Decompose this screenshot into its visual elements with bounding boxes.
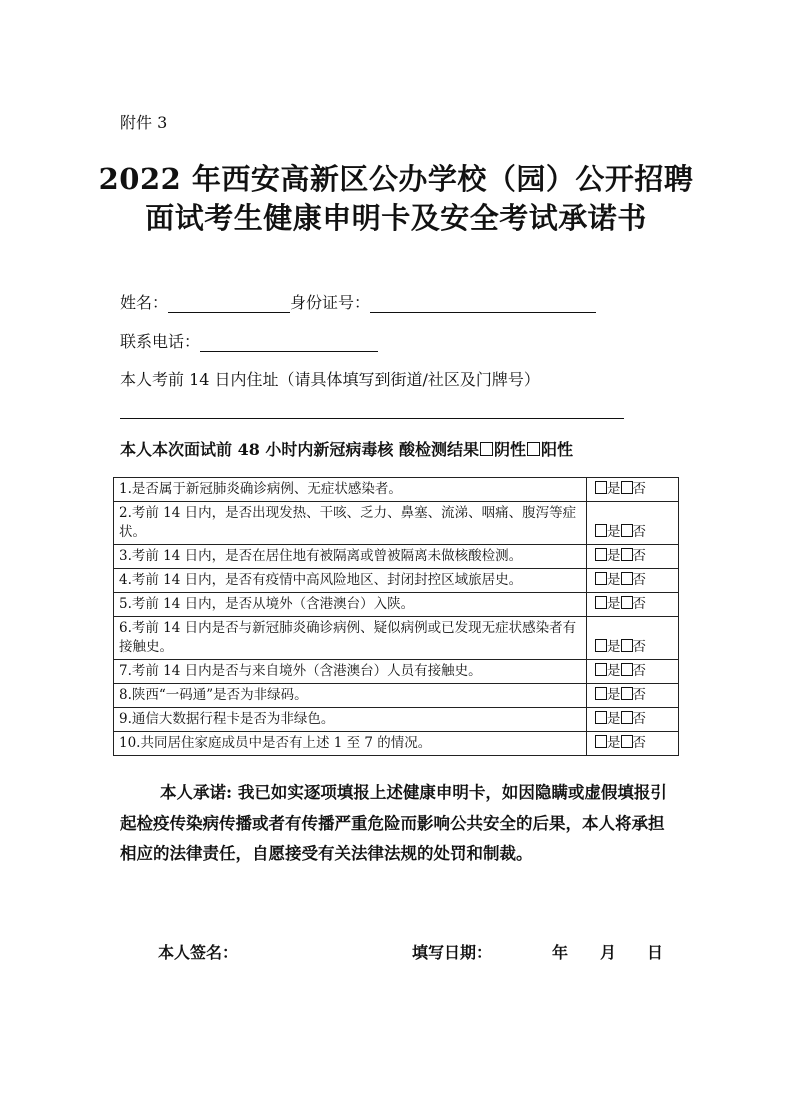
name-field[interactable] xyxy=(168,294,290,313)
no-checkbox[interactable] xyxy=(621,735,633,748)
yes-label: 是 xyxy=(607,596,621,612)
attachment-label: 附件 3 xyxy=(120,113,168,132)
yes-label: 是 xyxy=(607,481,621,497)
no-checkbox[interactable] xyxy=(621,548,633,561)
id-label: 身份证号： xyxy=(290,293,371,312)
name-label: 姓名： xyxy=(120,293,169,312)
answer-cell xyxy=(587,732,679,756)
no-checkbox[interactable] xyxy=(621,639,633,652)
question-text: 5.考前 14 日内，是否从境外（含港澳台）入陕。 xyxy=(114,593,587,617)
no-label: 否 xyxy=(632,572,646,588)
table-row xyxy=(114,593,679,617)
address-field[interactable] xyxy=(120,418,624,419)
month-label: 月 xyxy=(600,943,617,962)
no-label: 否 xyxy=(632,548,646,564)
date-label: 填写日期： xyxy=(412,943,493,962)
no-label: 否 xyxy=(632,481,646,497)
answer-cell xyxy=(587,593,679,617)
address-label: 本人考前 14 日内住址（请具体填写到街道/社区及门牌号） xyxy=(120,370,540,389)
no-label: 否 xyxy=(632,735,646,751)
no-checkbox[interactable] xyxy=(621,687,633,700)
yes-checkbox[interactable] xyxy=(595,735,607,748)
table-row xyxy=(114,502,679,545)
table-row xyxy=(114,569,679,593)
yes-label: 是 xyxy=(607,711,621,727)
yes-checkbox[interactable] xyxy=(595,687,607,700)
test-result-label: 本人本次面试前 48 小时内新冠病毒核 酸检测结果 xyxy=(120,440,479,459)
table-row xyxy=(114,708,679,732)
answer-cell xyxy=(587,617,679,660)
no-label: 否 xyxy=(632,596,646,612)
question-text: 3.考前 14 日内，是否在居住地有被隔离或曾被隔离未做核酸检测。 xyxy=(114,545,587,569)
answer-cell xyxy=(587,708,679,732)
day-label: 日 xyxy=(647,943,664,962)
health-declaration-table xyxy=(113,477,679,756)
signature-label: 本人签名： xyxy=(158,943,239,962)
table-row xyxy=(114,545,679,569)
question-text: 8.陕西“一码通”是否为非绿码。 xyxy=(114,684,587,708)
yes-label: 是 xyxy=(607,687,621,703)
yes-checkbox[interactable] xyxy=(595,572,607,585)
name-id-row xyxy=(120,290,596,313)
no-label: 否 xyxy=(632,687,646,703)
phone-row xyxy=(120,329,378,352)
question-text: 1.是否属于新冠肺炎确诊病例、无症状感染者。 xyxy=(114,478,587,502)
answer-cell xyxy=(587,684,679,708)
no-label: 否 xyxy=(632,711,646,727)
table-row xyxy=(114,660,679,684)
question-text: 4.考前 14 日内，是否有疫情中高风险地区、封闭封控区域旅居史。 xyxy=(114,569,587,593)
yes-checkbox[interactable] xyxy=(595,596,607,609)
answer-cell xyxy=(587,569,679,593)
question-text: 2.考前 14 日内，是否出现发热、干咳、乏力、鼻塞、流涕、咽痛、腹泻等症状。 xyxy=(114,502,587,545)
question-text: 10.共同居住家庭成员中是否有上述 1 至 7 的情况。 xyxy=(114,732,587,756)
phone-field[interactable] xyxy=(200,333,378,352)
no-checkbox[interactable] xyxy=(621,596,633,609)
no-checkbox[interactable] xyxy=(621,572,633,585)
no-checkbox[interactable] xyxy=(621,481,633,494)
yes-label: 是 xyxy=(607,639,621,655)
question-text: 6.考前 14 日内是否与新冠肺炎确诊病例、疑似病例或已发现无症状感染者有接触史。 xyxy=(114,617,587,660)
yes-checkbox[interactable] xyxy=(595,481,607,494)
promise-statement xyxy=(120,778,680,870)
yes-label: 是 xyxy=(607,524,621,540)
no-checkbox[interactable] xyxy=(621,663,633,676)
no-checkbox[interactable] xyxy=(621,711,633,724)
promise-text: 本人承诺: 我已如实逐项填报上述健康申明卡，如因隐瞒或虚假填报引起检疫传染病传播或者有传播严重危险而影响公共安全的后果，本人将承担相应的法律责任，自愿接受有关法律法规的处罚和制裁。 xyxy=(120,783,667,863)
year-label: 年 xyxy=(552,943,569,962)
answer-cell xyxy=(587,545,679,569)
yes-label: 是 xyxy=(607,572,621,588)
positive-label: 阳性 xyxy=(541,440,574,459)
no-label: 否 xyxy=(632,639,646,655)
page-title-line1: 2022 年西安高新区公办学校（园）公开招聘 xyxy=(98,162,694,196)
negative-label: 阴性 xyxy=(493,440,526,459)
yes-checkbox[interactable] xyxy=(595,639,607,652)
table-row xyxy=(114,617,679,660)
yes-checkbox[interactable] xyxy=(595,524,607,537)
answer-cell xyxy=(587,478,679,502)
yes-checkbox[interactable] xyxy=(595,711,607,724)
table-row xyxy=(114,478,679,502)
page-title-line2: 面试考生健康申明卡及安全考试承诺书 xyxy=(145,201,647,235)
yes-label: 是 xyxy=(607,663,621,679)
table-row xyxy=(114,684,679,708)
table-row xyxy=(114,732,679,756)
test-result-row xyxy=(120,437,573,460)
yes-label: 是 xyxy=(607,735,621,751)
answer-cell xyxy=(587,502,679,545)
question-text: 7.考前 14 日内是否与来自境外（含港澳台）人员有接触史。 xyxy=(114,660,587,684)
answer-cell xyxy=(587,660,679,684)
phone-label: 联系电话： xyxy=(120,332,201,351)
yes-label: 是 xyxy=(607,548,621,564)
id-number-field[interactable] xyxy=(370,294,596,313)
no-checkbox[interactable] xyxy=(621,524,633,537)
yes-checkbox[interactable] xyxy=(595,548,607,561)
no-label: 否 xyxy=(632,524,646,540)
no-label: 否 xyxy=(632,663,646,679)
question-text: 9.通信大数据行程卡是否为非绿色。 xyxy=(114,708,587,732)
yes-checkbox[interactable] xyxy=(595,663,607,676)
positive-checkbox[interactable] xyxy=(527,442,540,456)
negative-checkbox[interactable] xyxy=(480,442,493,456)
